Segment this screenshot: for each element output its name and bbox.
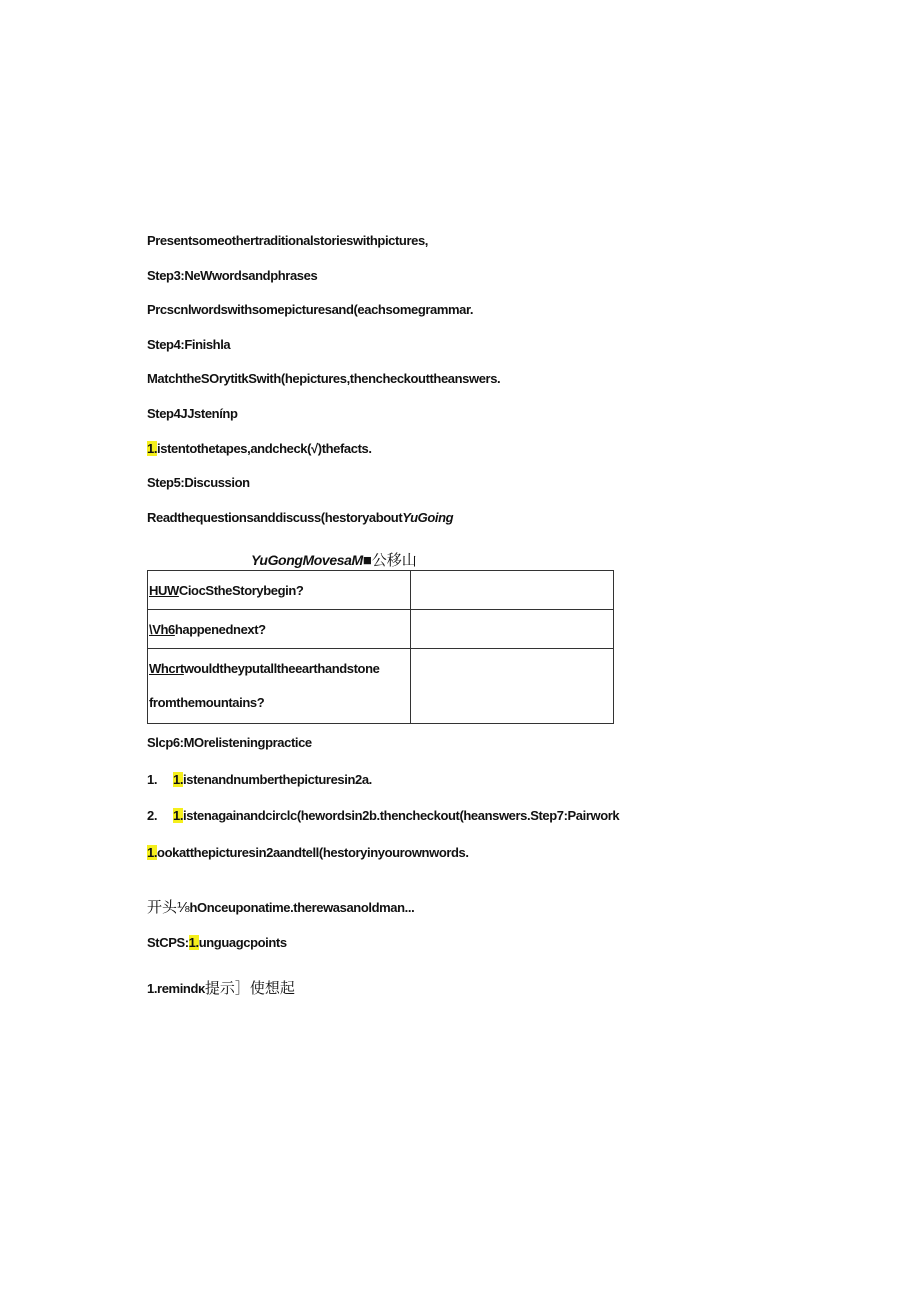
line-text: hOnceuponatime.therewasanoldman...: [189, 900, 415, 915]
table-caption: [251, 549, 417, 570]
list-number: 2.: [147, 808, 158, 823]
highlight-number: 1.: [147, 441, 158, 456]
answer-cell: [411, 571, 614, 610]
highlight-number: 1.: [188, 935, 199, 950]
remind-chinese: 提示］使想起: [204, 980, 295, 997]
caption-chinese: ■公移山: [362, 552, 417, 569]
list-item: [147, 772, 372, 787]
list-item: [147, 808, 619, 823]
question-word: Whcrt: [149, 661, 184, 676]
story-name: YuGoing: [402, 510, 454, 525]
list-number: 1.: [147, 772, 158, 787]
table-row: [148, 610, 614, 649]
line-listen-tapes: [147, 441, 372, 456]
step4-heading: Step4:Finishla: [147, 337, 231, 352]
line-text: ookatthepicturesin2aandtell(hestoryinyourownwords.: [157, 845, 469, 860]
line-text: unguagcpoints: [198, 935, 287, 950]
step8-prefix: StCPS:: [147, 935, 189, 950]
question-text: happenednext?: [174, 621, 266, 637]
answer-cell: [411, 610, 614, 649]
line-match-titles: MatchtheSOrytitkSwith(hepictures,thencheckouttheanswers.: [147, 371, 501, 386]
table-row: [148, 649, 614, 724]
answer-cell: [411, 649, 614, 724]
question-text: wouldtheyputalltheearthandstone: [183, 661, 380, 676]
highlight-number: 1.: [173, 772, 184, 787]
step5-heading: Step5:Discussion: [147, 475, 250, 490]
line-text: Readthequestionsanddiscuss(hestoryabout: [147, 510, 403, 525]
line-present-words: Prcscnlwordswithsomepicturesand(eachsomegrammar.: [147, 302, 474, 317]
line-opening: [147, 896, 414, 917]
list-item-text: istenagainandcirclc(hewordsin2b.thencheckout(heanswers.Step7:Pairwork: [183, 808, 620, 823]
line-text: 1.remindκ: [147, 981, 205, 996]
line-remind: [147, 977, 295, 998]
question-cell: [148, 610, 411, 649]
question-cell: [148, 571, 411, 610]
question-cell: [148, 649, 411, 724]
line-read-questions: [147, 510, 453, 525]
line-look-pictures: [147, 845, 469, 860]
step3-heading: Step3:NeWwordsandphrases: [147, 268, 318, 283]
line-text: istentothetapes,andcheck(√)thefacts.: [157, 441, 372, 456]
line-present-stories: Presentsomeothertraditionalstorieswithpictures,: [147, 233, 428, 248]
table-row: [148, 571, 614, 610]
highlight-number: 1.: [147, 845, 158, 860]
question-word: HUW: [149, 582, 179, 598]
question-word: \Vh6: [149, 621, 175, 637]
highlight-number: 1.: [173, 808, 184, 823]
question-text-continued: fromthemountains?: [149, 695, 265, 710]
caption-title: YuGongMovesaM: [251, 552, 363, 568]
questions-table: [147, 570, 614, 724]
step8-heading: [147, 935, 287, 950]
step4-listening-heading: Step4JJstenínp: [147, 406, 238, 421]
opening-chinese: 开头⅛: [147, 899, 190, 916]
list-item-text: istenandnumberthepicturesin2a.: [183, 772, 372, 787]
question-text: CiocStheStorybegin?: [178, 582, 304, 598]
step6-heading: Slcp6:MOrelisteningpractice: [147, 735, 312, 750]
